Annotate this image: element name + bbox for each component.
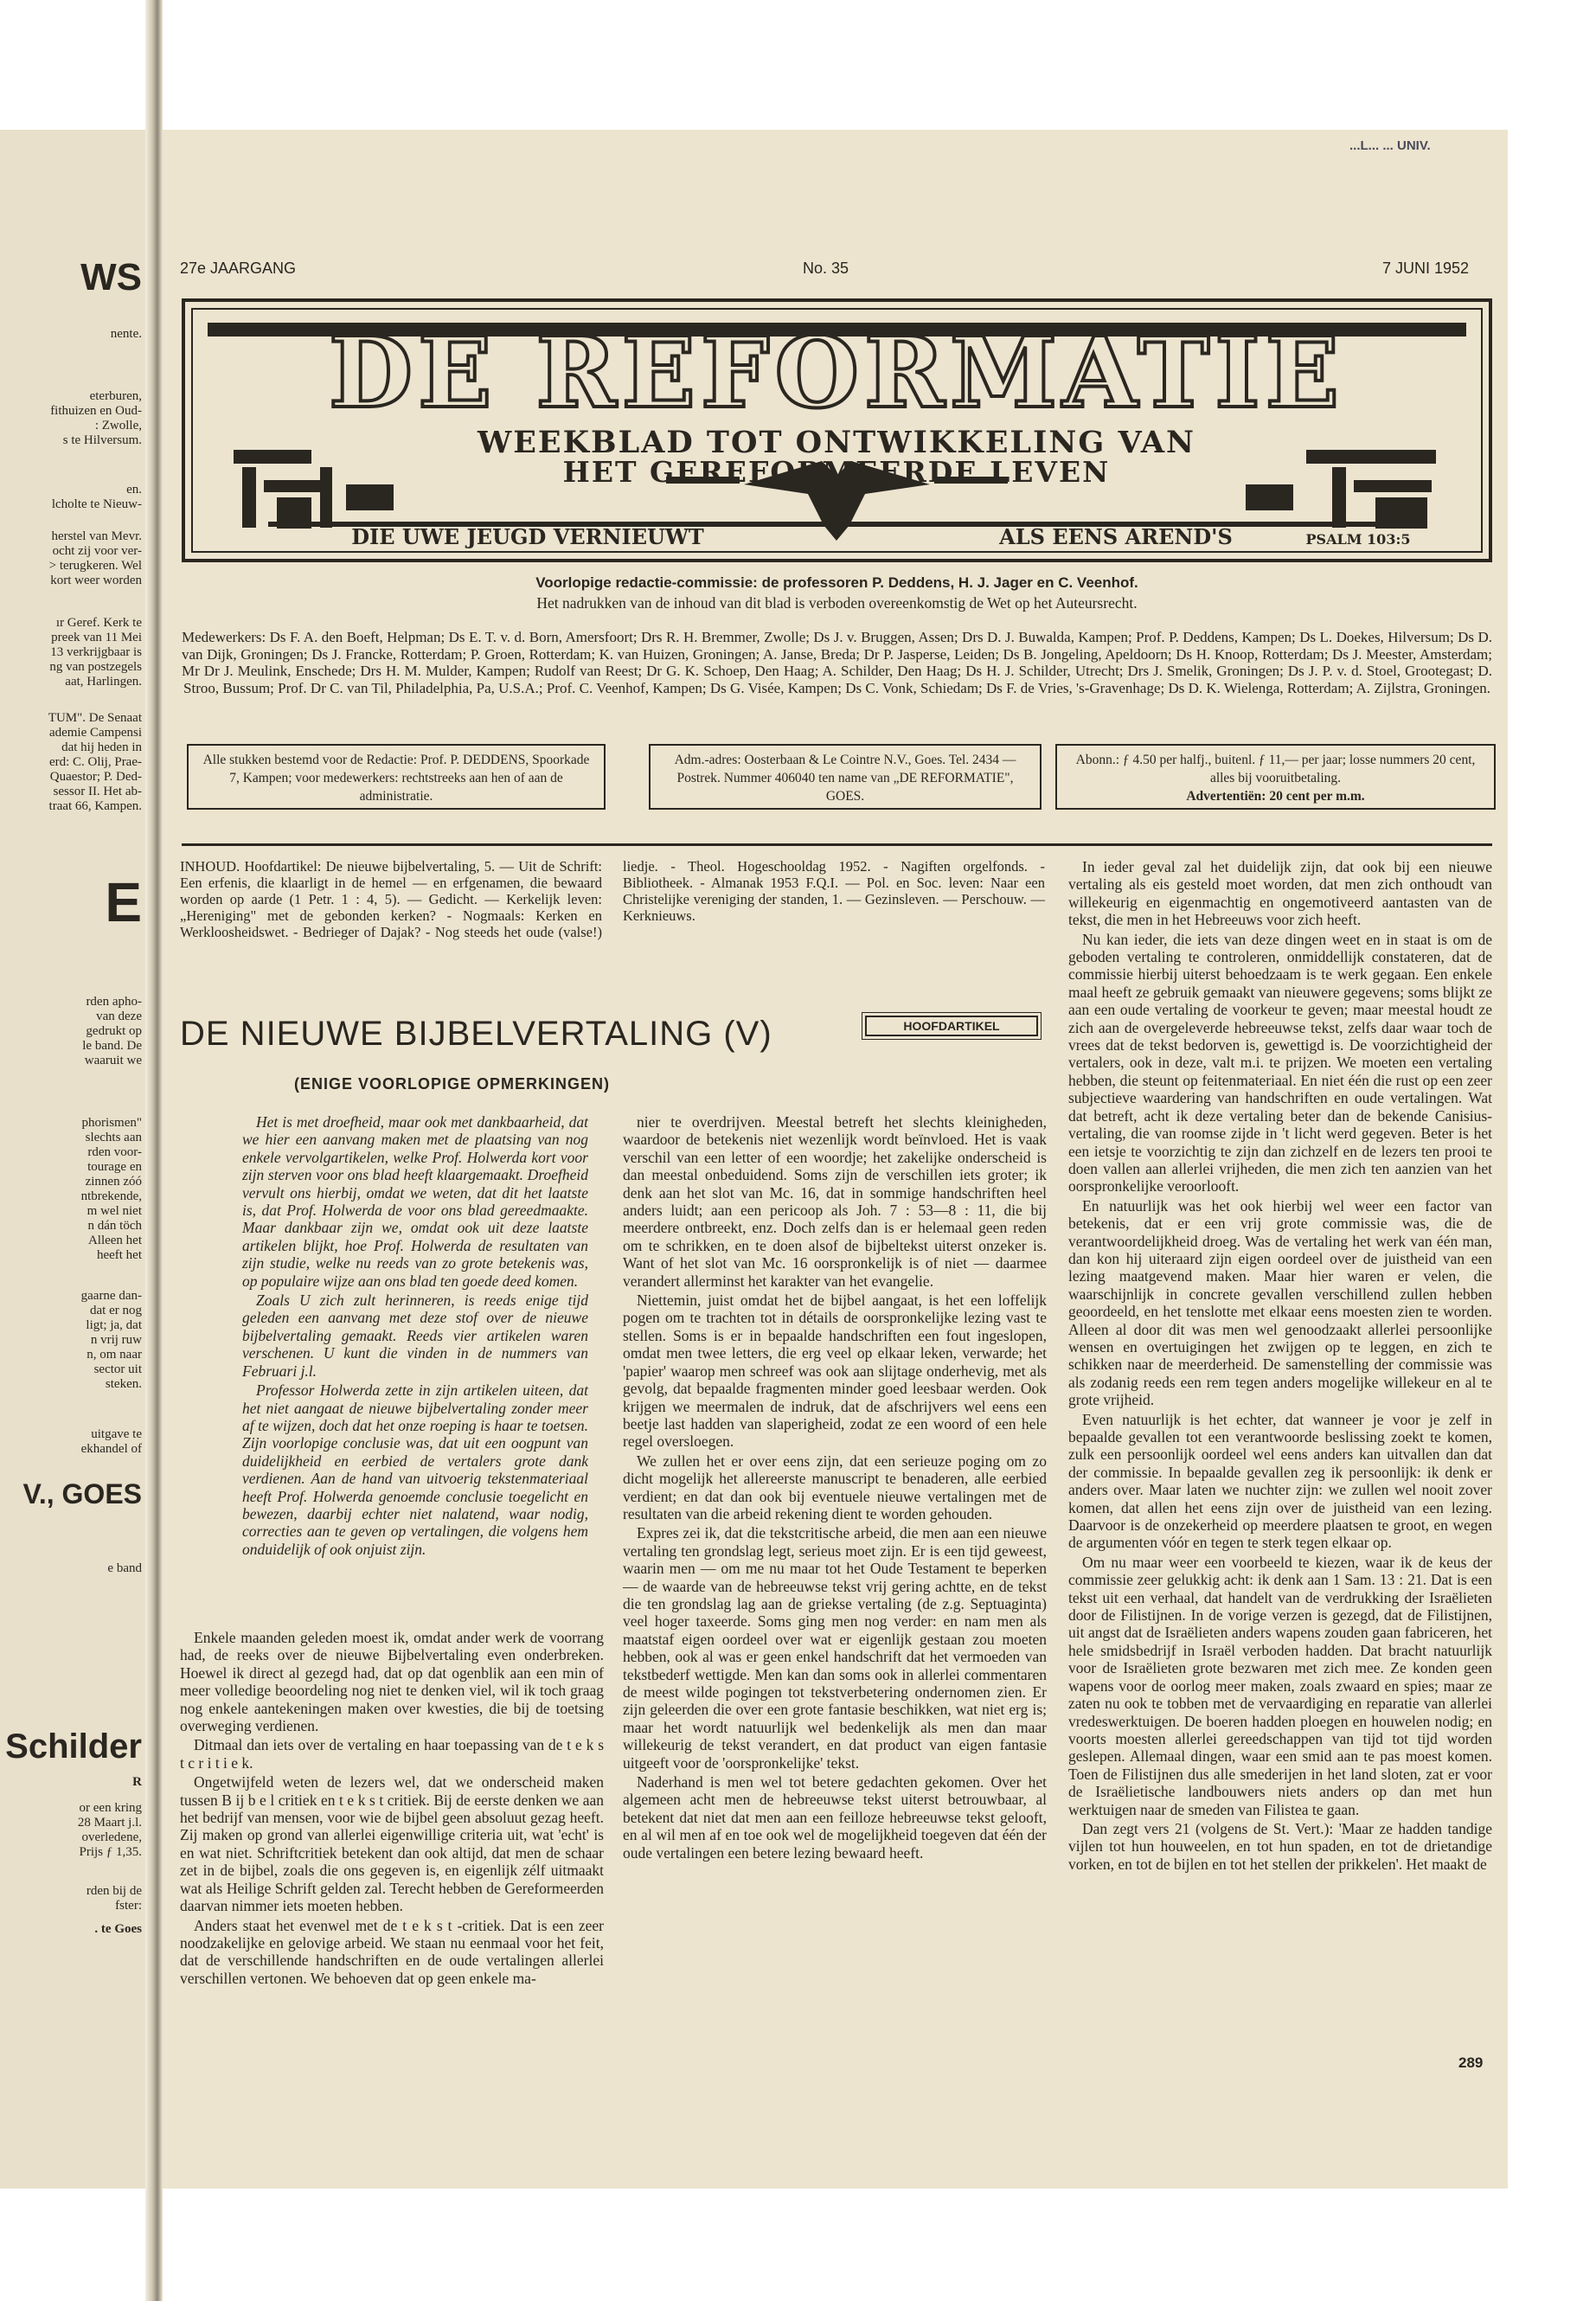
article-paragraph: Niettemin, juist omdat het de bijbel aangaat, is het een loffelijk pogen om te trachten tot in détails de oorspronkelijke lezing vast te stellen. Soms is er in bepaalde handschriften een fout ingeslopen, omdat men twee letters, die erg veel op elkaar leken, verwarde; het 'papier' waarop men schreef was ook aan slijtage onderhevig, met als gevolg, dat bepaalde fragmenten minder goed leesbaar werden. Ook krijgen we meermalen de indruk, dat de afschrijvers wel eens een beetje last hadden van slaperigheid, zodat ze een woord of een hele regel oversloegen. [623,1292,1047,1451]
left-strip-text: rden bij de fster: [86,1884,142,1913]
box-abonnement [1055,744,1496,810]
book-spine [145,0,163,2301]
motto-reference: PSALM 103:5 [1305,531,1411,548]
left-strip-text: e band [107,1561,142,1575]
medewerkers: Medewerkers: Ds F. A. den Boeft, Helpman; Ds E. T. v. d. Born, Amersfoort; Drs R. H. Bremmer, Zwolle; Ds J. v. Bruggen, Assen; Drs D. J. Buwalda, Kampen; Prof. P. Deddens, Kampen; Ds L. Doekes, Hilversum; Ds D. van Dijk, Groningen; Ds J. Francke, Rotterdam; P. Groen, Rotterdam; K. van Huizen, Groningen; A. Janse, Breda; Dr P. Jasperse, Leiden; Ds B. Jongeling, Apeldoorn; Ds H. Knoop, Rotterdam; Ds J. Meester, Amsterdam; Mr Dr J. Meulink, Enschede; Drs H. M. Mulder, Kampen; Rudolf van Reest; Dr G. K. Schoep, Den Haag; A. Schilder, Den Haag; Ds H. J. Schilder, Utrecht; Drs J. Smelik, Groningen; Ds J. P. v. d. Stoel, Grootegast; D. Stroo, Bussum; Prof. Dr C. van Til, Philadelphia, Pa, U.S.A.; Prof. C. Veenhof, Kampen; Ds G. Visée, Kampen; Ds C. Vonk, Schiedam; Ds F. de Vries, 's-Gravenhage; Ds D. K. Wielenga, Rotterdam; A. Zijlstra, Groningen. [182,629,1492,696]
previous-page-strip [0,130,145,2189]
article-column-3 [1068,858,1492,1875]
motto-left: DIE UWE JEUGD VERNIEUWT [351,524,704,549]
left-strip-goes-small: . te Goes [94,1922,142,1936]
article-paragraph: Ditmaal dan iets over de vertaling en haar toepassing van de t e k s t c r i t i e k. [180,1736,604,1772]
motto-right: ALS EENS AREND'S [999,524,1233,549]
copyright-notice: Het nadrukken van de inhoud van dit blad is verboden overeenkomstig de Wet op het Auteursrecht. [536,594,1138,612]
masthead-subtitle-2: HET GEREFORMEERDE LEVEN [562,455,1111,489]
masthead-logo [182,298,1492,562]
article-column-1 [180,1629,604,1989]
box-redactie: Alle stukken bestemd voor de Redactie: Prof. P. DEDDENS, Spoorkade 7, Kampen; voor medewerkers: rechtstreeks aan hen of aan de administratie. [187,744,606,810]
article-paragraph: Even natuurlijk is het echter, dat wanneer je voor je zelf in bepaalde gevallen tot een verantwoorde beslissing zoekt te komen, zulk een persoonlijk oordeel wel eens anders kan uitvallen dan dat der commissie. In bepaalde gevallen zeg ik persoonlijk: ik denk er anders over. Maar laten we nuchter zijn: we zullen wel nooit zover komen, dat allen het eens zijn over de juistheid van een lezing. Daarvoor is de onzekerheid op meerdere plaatsen te groot, en wegen de argumenten vóór en tegen te sterk tegen elkaar op. [1068,1410,1492,1552]
library-stamp: ...L... ... UNIV. [1349,138,1431,153]
left-strip-text: phorismen" slechts aan rden voor- tourage en zinnen zóó ntbrekende, m wel niet n dán töch Alleen het heeft het [80,1116,142,1262]
masthead-title: DE REFORMATIE [329,317,1344,430]
article-column-2 [623,1113,1047,1863]
intro-paragraph: Professor Holwerda zette in zijn artikelen uiteen, dat het niet aangaat de nieuwe bijbelvertaling zonder meer af te wijzen, doch dat het onze roeping is haar te toetsen. Zijn voorlopige conclusie was, dat uit een oogpunt van duidelijkheid en eerbied de vertalers grote dank verdienen. Aan de hand van uitvoerig tekstenmateriaal heeft Prof. Holwerda genoemde conclusie toegelicht en bewezen, daarbij echter niet nalatend, waar nodig, correcties aan te geven op vertalingen, die volgens hem onduidelijk of ook onjuist zijn. [242,1381,588,1558]
right-ornament [1246,450,1436,529]
article-paragraph: Dan zegt vers 21 (volgens de St. Vert.): 'Maar ze hadden tandige vijlen tot hun houweelen, en tot hun spaden, en tot de drietandige vorken, en tot de bijlen en tot het stellen der prikkelen'. Het maakt de [1068,1819,1492,1873]
left-strip-text: uitgave te ekhandel of [80,1427,142,1456]
left-strip-text: gaarne dan- dat er nog ligt; ja, dat n vrij ruw n, om naar sector uit steken. [80,1289,142,1391]
left-strip-text: TUM". De Senaat ademie Campensi dat hij heden in erd: C. Olij, Prae- Quaestor; P. Ded- sessor II. Het ab- traat 66, Kampen. [48,711,142,813]
left-strip-heading-goes: V., GOES [22,1478,142,1509]
left-ornament [234,450,394,529]
article-paragraph: Om nu maar weer een voorbeeld te kiezen, waar ik de keus der commissie zeer gelukkig acht: ik denk aan 1 Sam. 13 : 21. Dat is een tekst uit een verhaal, dat handelt van de verdrukking der Israëlieten door de Filistijnen. In de vorige verzen is gezegd, dat de Filistijnen, uit angst dat de Israëlieten anders wapens zouden gaan fabriceren, het hele smidsbedrijf in Israël verboden hadden. Dat bracht natuurlijk voor de Israëlieten grote bezwaren met zich mee. Ze konden geen wapens voor de oorlog meer maken, zoals zwaard en spies; maar ze zaten nu ook te tobben met de vervaardiging en reparatie van allerlei vredeswerktuigen. De boeren hadden ploegen en houwelen nodig; en voorts moesten allerlei gereedschappen van tijd tot tijd worden geslepen. Allemaal dingen, waar een smid aan te pas moest komen. Toen de Filistijnen dus alle smederijen in het land sloten, zat er voor de Israëlietische landbouwers niets anders op dan met hun werktuigen naar de smeden van Filistea te gaan. [1068,1553,1492,1818]
left-strip-text: herstel van Mevr. ocht zij voor ver- > terugkeren. Wel kort weer worden [48,529,142,587]
left-strip-text: ır Geref. Kerk te preek van 11 Mei 13 verkrijgbaar is ng van postzegels aat, Harlingen. [49,616,142,689]
article-paragraph: En natuurlijk was het ook hierbij wel weer een factor van betekenis, dat er een vrij grote commissie was, die de verantwoordelijkheid droeg. Was de vertaling het werk van één man, dan kon hij uiteraard zijn eigen oordeel over de juistheid van een lezing maatgevend maken. Maar hier waren er velen, die waarschijnlijk in concrete gevallen verschillend zullen hebben geoordeeld, en het tenslotte met elkaar eens moesten zien te worden. Alleen al door dit was men wel genoodzaakt allerlei persoonlijke wensen en overtuigingen het zwijgen op te leggen, en zich te schikken naar de meerderheid. De samenstelling der commissie was als zodanig reeds een rem tegen anders mogelijke willekeur en al te grote vrijheid. [1068,1196,1492,1409]
article-paragraph: Naderhand is men wel tot betere gedachten gekomen. Over het algemeen acht men de hebreeuwse tekst uiterst betrouwbaar, al betekent dat niet dat men aan een feilloze hebreeuwse tekst gelooft, en al wil men af en toe ook wel de mogelijkheid toegeven dat één der oude vertalingen een betere lezing bewaard heeft. [623,1773,1047,1862]
intro-paragraph: Zoals U zich zult herinneren, is reeds enige tijd geleden een aanvang met deze stof over de nieuwe bijbelvertaling gemaakt. Reeds vier artikelen waren verschenen. U kunt die vinden in de nummers van Februari j.l. [242,1292,588,1380]
masthead-subtitle-1: WEEKBLAD TOT ONTWIKKELING VAN [477,425,1196,460]
header-rule [182,843,1492,846]
article-paragraph: Ongetwijfeld weten de lezers wel, dat we onderscheid maken tussen B ij b e l critiek en t e k s t critiek. Bij de eerste denken we aan het bedrijf van mensen, voor wie de bijbel geen absoluut gezag heeft. Zij maken op grond van allerlei eigenwillige criteria uit, wat 'echt' is en wat niet. Schriftcritiek betekent dan ook altijd, dat men de schaar zet in de bijbel, zoals die ons gegeven is, en eigenlijk zélf uitmaakt wat als Heilige Schrift gelden zal. Terecht hebben de Gereformeerden daarvan nimmer iets moeten hebben. [180,1773,604,1915]
article-section-tag: HOOFDARTIKEL [865,1016,1038,1036]
article-paragraph: Nu kan ieder, die iets van deze dingen weet en in staat is om de geboden vertaling te controleren, onmiddellijk constateren, dat de commissie hierbij uiterst behoedzaam is te werk gegaan. Een enkele maal heeft ze gebruik gemaakt van nieuwere gegevens; soms blijkt ze aan een oude vertaling de voorkeur te geven; maar meestal houdt ze zich aan de overgeleverde hebreeuwse tekst, zelfs daar waar toch de vrees dat de tekst bedorven is, gewettigd is. De voorzichtigheid der vertalers, ook in deze, valt m.i. te prijzen. We moeten een vertaling hebben, die steunt op feitenmateriaal. En niet één die rust op een zeer subjectieve waardering van handschriften en oude vertalingen. Wat dat betreft, acht ik deze vertaling beter dan de bekende Canisius-vertaling, die van roomse zijde in 't licht werd gegeven. Beter is het een ietsje te voorzichtig te zijn dan zichzelf en de lezers ten prooi te doen vallen aan allerlei vrijheden, die men zich ten aanzien van het oorspronkelijke veroorlooft. [1068,930,1492,1195]
page-number: 289 [1458,2054,1484,2071]
left-strip-text: rden apho- van deze gedrukt op le band. De waaruit we [82,995,142,1067]
abonnement-text: Abonn.: ƒ 4.50 per halfj., buitenl. ƒ 11,— per jaar; losse nummers 20 cent, alles bij vooruitbetaling. [1075,753,1476,785]
issue-date: 7 JUNI 1952 [1382,260,1470,277]
article-paragraph: In ieder geval zal het duidelijk zijn, dat ook bij een nieuwe vertaling als eis gesteld moet worden, dat men zich onthoudt van willekeurig en eigenmachtig en ongemotiveerd aantasten van de tekst, die men in het Hebreeuws voor zich heeft. [1068,858,1492,929]
article-subtitle: (ENIGE VOORLOPIGE OPMERKINGEN) [294,1075,611,1093]
left-strip-text: nente. [110,327,142,341]
left-strip-text: eterburen, fithuizen en Oud- : Zwolle, s te Hilversum. [50,389,142,447]
left-strip-text: or een kring 28 Maart j.l. overledene, Prijs ƒ 1,35. [77,1801,142,1859]
box-administratie: Adm.-adres: Oosterbaan & Le Cointre N.V., Goes. Tel. 2434 — Postrek. Nummer 406040 ten name van „DE REFORMATIE", GOES. [649,744,1042,810]
advertentie-text: Advertentiën: 20 cent per m.m. [1186,789,1365,804]
article-paragraph: Anders staat het evenwel met de t e k s t -critiek. Dat is een zeer noodzakelijke en gelovige arbeid. We staan nu eenmaal voor het feit, dat de verschillende handschriften en de oude vertalingen allerlei verschillen vertonen. We behoeven dat op geen enkele ma- [180,1916,604,1987]
article-paragraph: nier te overdrijven. Meestal betreft het slechts kleinigheden, waardoor de betekenis niet wezenlijk wordt beïnvloed. Het is vaak verschil van een letter of een woordje; het zakelijke onderscheid is dan meestal onbeduidend. Soms zijn de verschillen iets groter; ik denk aan het slot van Mc. 16, dat in sommige handschriften heel anders luidt; aan een pericoop als Joh. 7 : 53—8 : 11, die bij meerdere ontbreekt, enz. Doch zelfs dan is er helemaal geen reden om te schrikken, en te doen alsof de bijbeltekst uiterst onzeker is. Want of het slot van Mc. 16 oorspronkelijk is of niet — daarmee verandert allerminst het karakter van het evangelie. [623,1113,1047,1290]
left-strip-text: en. lcholte te Nieuw- [51,483,142,511]
table-of-contents: INHOUD. Hoofdartikel: De nieuwe bijbelvertaling, 5. — Uit de Schrift: Een erfenis, die klaarligt in de hemel — en erfgenamen, die bewaard worden op aarde (1 Petr. 1 : 4, 5). — Gedicht. — Kerkelijk leven: „Hereniging" met de gebonden kerken? - Nogmaals: Kerken en Werkloosheidswet. - Bedrieger of Dajak? - Nog steeds het oude (valse!) liedje. - Theol. Hogeschooldag 1952. - Nagiften orgelfonds. - Bibliotheek. - Almanak 1953 F.Q.I. — Pol. en Soc. leven: Naar een Christelijke vereniging der standen, 1. — Gezinsleven. — Perschouw. — Kerknieuws. [180,858,1045,940]
article-intro [242,1113,588,1560]
article-title: DE NIEUWE BIJBELVERTALING (V) [180,1015,772,1053]
article-paragraph: Expres zei ik, dat die tekstcritische arbeid, die men aan een nieuwe vertaling ten grondslag legt, serieus moet zijn. Er is een tijd geweest, waarin men — om me nu maar tot het Oude Testament te beperken — de waarde van de hebreeuwse tekst vrij gering achtte, en de tekst die ten grondslag lag aan de griekse vertaling (de z.g. Septuaginta) veel hoger taxeerde. Soms ging men nog verder: en nam men als maatstaf eigen oordeel over wat er eigenlijk gestaan zou moeten hebben, ook al was er geen enkel handschrift dat het vermoeden van tekstbederf wettigde. Men kan dan soms ook in allerlei commentaren de meest wilde pogingen tot tekstverbetering ondernomen zien. Er zijn geleerden die over een grote fantasie beschikken, wat niet erg is; maar het wordt natuurlijk wel bedenkelijk als men dan maar willekeurig de tekst verandert, en dat product van eigen fantasie uitgeeft voor de 'oorspronkelijke' tekst. [623,1524,1047,1772]
left-strip-heading-schilder: Schilder [5,1727,142,1766]
left-strip-label-r: R [132,1775,142,1789]
masthead-graphic [182,298,1492,562]
jaargang: 27e JAARGANG [180,260,297,277]
issue-number: No. 35 [803,260,849,277]
left-strip-heading-ws: WS [80,256,142,298]
article-paragraph: We zullen het er over eens zijn, dat een serieuze poging om zo dicht mogelijk het allereerste manuscript te benaderen, alle eerbied verdient; en dat dan ook bij eventuele nieuwe vertalingen met de resultaten van die arbeid rekening dient te worden gehouden. [623,1452,1047,1522]
left-strip-heading-e: E [105,871,142,933]
intro-paragraph: Het is met droefheid, maar ook met dankbaarheid, dat we hier een aanvang maken met de plaatsing van nog enkele vervolgartikelen, welke Prof. Holwerda kort voor zijn sterven voor ons blad heeft klaargemaakt. Droefheid vervult ons hierbij, omdat we weten, dat dit het laatste is, dat Prof. Holwerda de voor ons blad gereedmaakte. Maar dankbaar zijn we, omdat ook uit deze laatste artikelen blijkt, hoe Prof. Holwerda de resultaten van zijn studie, welke nu reeds van zo grote betekenis was, op populaire wijze aan ons blad ten goede deed komen. [242,1113,588,1290]
redactie-commissie: Voorlopige redactie-commissie: de professoren P. Deddens, H. J. Jager en C. Veenhof. [535,574,1138,591]
article-paragraph: Enkele maanden geleden moest ik, omdat ander werk de voorrang had, de reeks over de nieuwe Bijbelvertaling even onderbreken. Hoewel ik direct al gezegd had, dat op dat ogenblik aan een min of meer volledige beoordeling nog niet te denken viel, wil ik toch graag nog enkele aantekeningen maken over kwesties, die bij de toetsing overweging verdienen. [180,1629,604,1735]
